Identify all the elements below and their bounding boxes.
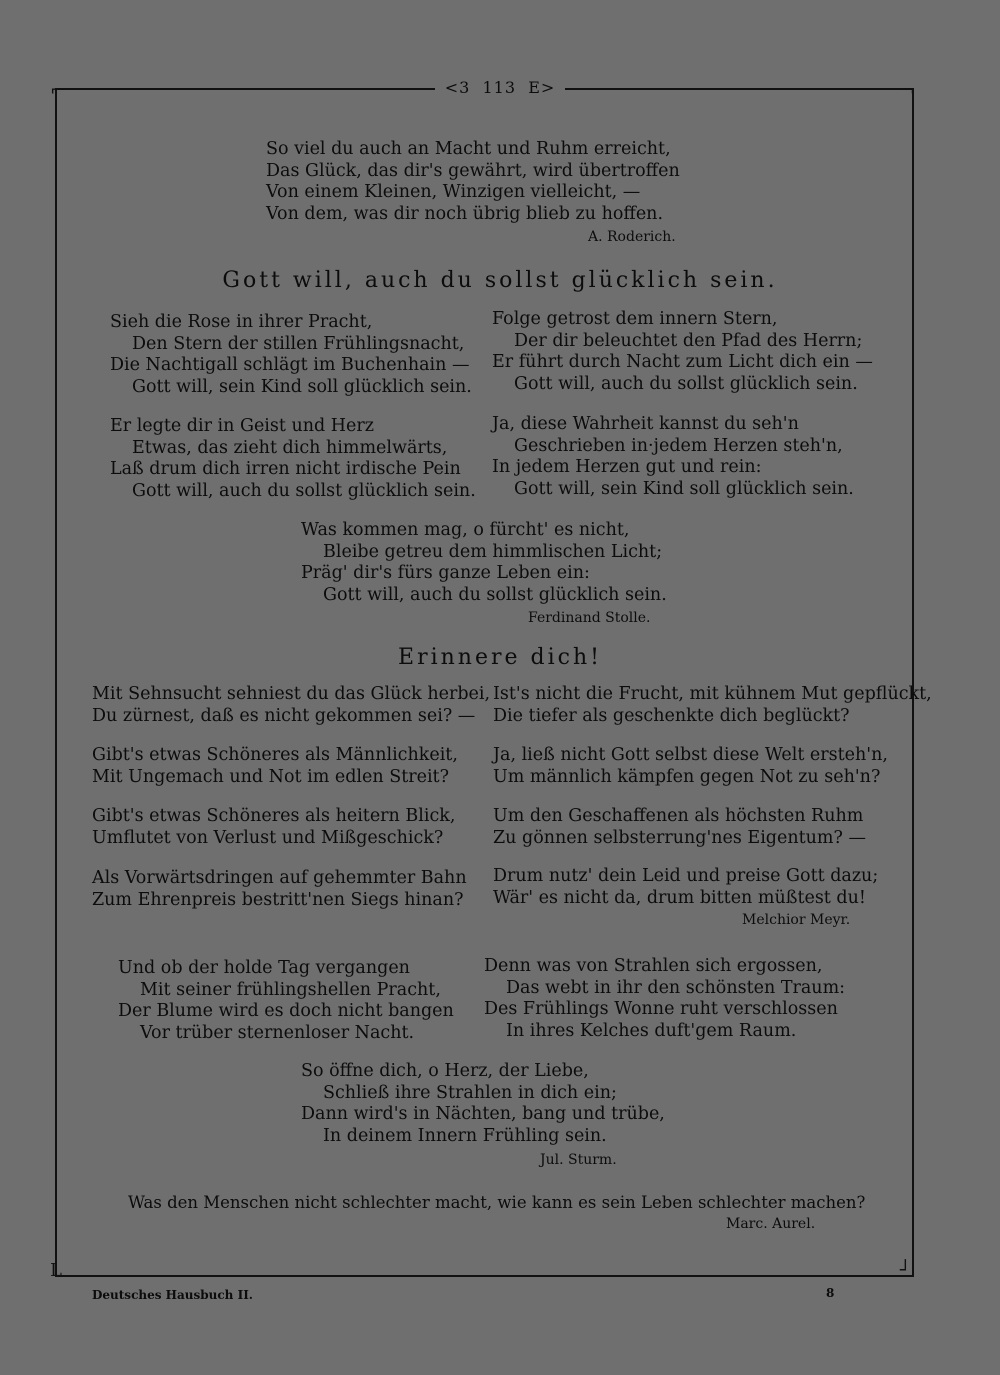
poem3-right-stanza-3 bbox=[493, 806, 866, 849]
poem2-title: Gott will, auch du sollst glücklich sein. bbox=[222, 268, 778, 293]
poem1-stanza bbox=[266, 139, 680, 225]
verse-line: Die tiefer als geschenkte dich beglückt? bbox=[493, 705, 850, 726]
poem3-right-stanza-4 bbox=[493, 866, 878, 909]
verse-line: Der Blume wird es doch nicht bangen bbox=[118, 1001, 454, 1022]
verse-line: In deinem Innern Frühling sein. bbox=[323, 1125, 607, 1146]
corner-ornament-bottom-right: ┘ bbox=[900, 1260, 911, 1281]
verse-line: Gibt's etwas Schöneres als heitern Blick, bbox=[92, 806, 456, 826]
verse-line: Die Nachtigall schlägt im Buchenhain — bbox=[110, 355, 470, 376]
verse-line: Ja, ließ nicht Gott selbst diese Welt ersteh'n, bbox=[493, 745, 888, 765]
verse-line: Drum nutz' dein Leid und preise Gott dazu; bbox=[493, 866, 879, 886]
verse-line: Gott will, auch du sollst glücklich sein. bbox=[132, 480, 476, 501]
verse-line: Um den Geschaffenen als höchsten Ruhm bbox=[493, 806, 864, 826]
poem3-right-stanza-2 bbox=[493, 745, 888, 788]
page-header bbox=[0, 78, 1000, 97]
poem1-author: A. Roderich. bbox=[588, 229, 676, 245]
poem2-author: Ferdinand Stolle. bbox=[528, 610, 651, 626]
verse-line: Das webt in ihr den schönsten Traum: bbox=[506, 977, 846, 998]
verse-line: Was kommen mag, o fürcht' es nicht, bbox=[301, 520, 630, 540]
verse-line: Präg' dir's fürs ganze Leben ein: bbox=[301, 563, 590, 584]
poem2-right-stanza-1 bbox=[492, 309, 873, 395]
verse-line: So viel du auch an Macht und Ruhm erreicht, bbox=[266, 139, 671, 159]
verse-line: Gott will, sein Kind soll glücklich sein. bbox=[514, 478, 854, 499]
corner-ornament-top-right: ¬ bbox=[900, 80, 916, 101]
verse-line: Er führt durch Nacht zum Licht dich ein — bbox=[492, 352, 873, 373]
verse-line: Der dir beleuchtet den Pfad des Herrn; bbox=[514, 330, 863, 351]
poem3-left-stanza-4 bbox=[92, 868, 467, 911]
verse-line: So öffne dich, o Herz, der Liebe, bbox=[301, 1061, 589, 1081]
ornament-left: <3 bbox=[444, 78, 471, 97]
poem4-final-stanza bbox=[301, 1061, 665, 1147]
poem3-author: Melchior Meyr. bbox=[742, 912, 851, 928]
verse-line: Den Stern der stillen Frühlingsnacht, bbox=[132, 333, 465, 354]
quote-author: Marc. Aurel. bbox=[726, 1216, 816, 1232]
verse-line: Bleibe getreu dem himmlischen Licht; bbox=[323, 541, 663, 562]
verse-line: Ja, diese Wahrheit kannst du seh'n bbox=[492, 414, 799, 434]
verse-line: Um männlich kämpfen gegen Not zu seh'n? bbox=[493, 766, 881, 787]
verse-line: Von einem Kleinen, Winzigen vielleicht, — bbox=[266, 182, 641, 203]
verse-line: Schließ ihre Strahlen in dich ein; bbox=[323, 1082, 617, 1103]
verse-line: Zu gönnen selbsterrung'nes Eigentum? — bbox=[493, 827, 866, 848]
poem2-right-stanza-2 bbox=[492, 414, 854, 500]
corner-ornament-bottom-left: L bbox=[50, 1260, 62, 1281]
poem4-left-stanza bbox=[118, 958, 454, 1044]
verse-line: Mit Ungemach und Not im edlen Streit? bbox=[92, 766, 449, 787]
verse-line: Umflutet von Verlust und Mißgeschick? bbox=[92, 827, 444, 848]
verse-line: Laß drum dich irren nicht irdische Pein bbox=[110, 459, 461, 480]
verse-line: In jedem Herzen gut und rein: bbox=[492, 457, 762, 478]
verse-line: Folge getrost dem innern Stern, bbox=[492, 309, 778, 329]
verse-line: Zum Ehrenpreis bestritt'nen Siegs hinan? bbox=[92, 889, 464, 910]
verse-line: Wär' es nicht da, drum bitten müßtest du! bbox=[493, 887, 866, 908]
verse-line: Gott will, auch du sollst glücklich sein. bbox=[323, 584, 667, 605]
poem2-final-stanza bbox=[301, 520, 667, 606]
corner-ornament-top-left: ⌐ bbox=[50, 80, 66, 101]
verse-line: Ist's nicht die Frucht, mit kühnem Mut gepflückt, bbox=[493, 684, 932, 704]
verse-line: Gott will, sein Kind soll glücklich sein. bbox=[132, 376, 472, 397]
poem4-author: Jul. Sturm. bbox=[540, 1152, 617, 1168]
footer-signature-mark: 8 bbox=[826, 1286, 835, 1300]
footer-book-title: Deutsches Hausbuch II. bbox=[92, 1288, 253, 1302]
verse-line: Gibt's etwas Schöneres als Männlichkeit, bbox=[92, 745, 458, 765]
poem2-left-stanza-1 bbox=[110, 312, 472, 398]
verse-line: Denn was von Strahlen sich ergossen, bbox=[484, 956, 823, 976]
verse-line: Geschrieben in·jedem Herzen steh'n, bbox=[514, 435, 843, 456]
poem3-title: Erinnere dich! bbox=[398, 645, 602, 670]
verse-line: Dann wird's in Nächten, bang und trübe, bbox=[301, 1104, 665, 1125]
verse-line: Des Frühlings Wonne ruht verschlossen bbox=[484, 999, 838, 1020]
verse-line: Gott will, auch du sollst glücklich sein. bbox=[514, 373, 858, 394]
verse-line: Vor trüber sternenloser Nacht. bbox=[140, 1022, 415, 1043]
poem2-left-stanza-2 bbox=[110, 416, 476, 502]
verse-line: Er legte dir in Geist und Herz bbox=[110, 416, 374, 436]
ornament-right: E> bbox=[528, 78, 556, 97]
verse-line: Du zürnest, daß es nicht gekommen sei? — bbox=[92, 705, 476, 726]
poem3-right-stanza-1 bbox=[493, 684, 932, 727]
verse-line: Und ob der holde Tag vergangen bbox=[118, 958, 410, 978]
poem3-left-stanza-3 bbox=[92, 806, 455, 849]
poem3-left-stanza-1 bbox=[92, 684, 490, 727]
verse-line: Sieh die Rose in ihrer Pracht, bbox=[110, 312, 373, 332]
page-number: 113 bbox=[482, 78, 517, 97]
poem3-left-stanza-2 bbox=[92, 745, 458, 788]
verse-line: In ihres Kelches duft'gem Raum. bbox=[506, 1020, 797, 1041]
quote-text: Was den Menschen nicht schlechter macht, wie kann es sein Leben schlechter machen? bbox=[128, 1193, 866, 1212]
verse-line: Mit seiner frühlingshellen Pracht, bbox=[140, 979, 441, 1000]
verse-line: Etwas, das zieht dich himmelwärts, bbox=[132, 437, 448, 458]
verse-line: Als Vorwärtsdringen auf gehemmter Bahn bbox=[92, 868, 467, 888]
verse-line: Mit Sehnsucht sehniest du das Glück herbei, bbox=[92, 684, 491, 704]
verse-line: Das Glück, das dir's gewährt, wird übertroffen bbox=[266, 160, 680, 181]
poem4-right-stanza bbox=[484, 956, 845, 1042]
verse-line: Von dem, was dir noch übrig blieb zu hoffen. bbox=[266, 203, 664, 224]
